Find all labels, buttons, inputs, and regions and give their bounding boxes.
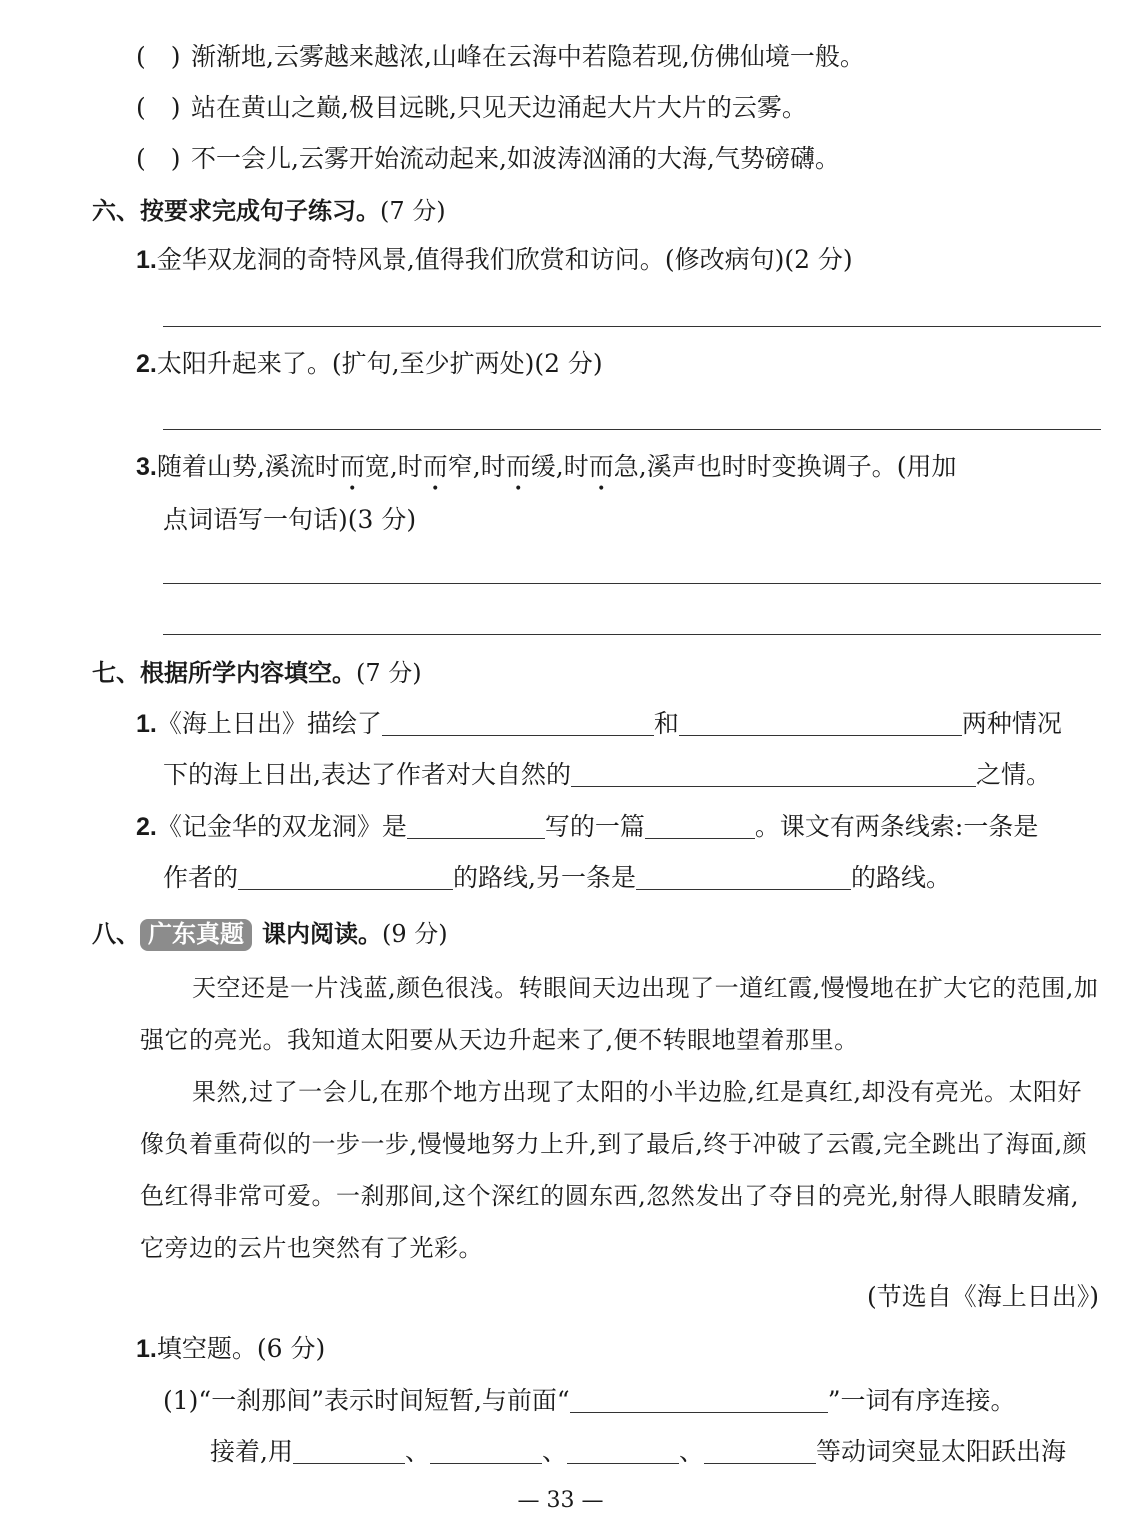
dotted-word: 而 <box>505 452 531 481</box>
order-paren[interactable]: ( ) <box>136 93 181 122</box>
fill-blank[interactable] <box>293 1437 405 1464</box>
order-item <box>136 142 840 176</box>
answer-line[interactable] <box>163 429 1101 430</box>
fill-blank[interactable] <box>570 1386 828 1413</box>
fill-blank[interactable] <box>567 1437 679 1464</box>
question-text: 太阳升起来了。 <box>156 349 332 378</box>
section-title: 六、按要求完成句子练习。 <box>92 198 380 225</box>
question-text: 。课文有两条线索:一条是 <box>754 812 1039 841</box>
section-prefix: 八、 <box>92 921 140 948</box>
question-text: 的路线,另一条是 <box>453 863 636 892</box>
answer-line[interactable] <box>163 326 1101 327</box>
question-text: 之情。 <box>975 760 1051 789</box>
question-8-1-1-cont <box>210 1435 1066 1469</box>
fill-blank[interactable] <box>382 709 654 736</box>
passage-paragraph: 天空还是一片浅蓝,颜色很浅。转眼间天边出现了一道红霞,慢慢地在扩大它的范围,加强它的亮光。我知道太阳要从天边升起来了,便不转眼地望着那里。 <box>140 974 1099 1054</box>
order-paren[interactable]: ( ) <box>136 144 181 173</box>
question-text: 《记金华的双龙洞》是 <box>156 812 407 841</box>
question-score: (6 分) <box>256 1334 326 1363</box>
section-6-heading <box>92 194 446 229</box>
question-text: 金华双龙洞的奇特风景,值得我们欣赏和访问。 <box>156 245 665 274</box>
dotted-word: 而 <box>422 452 448 481</box>
page-number: — 33 — <box>517 1488 604 1513</box>
question-text: 《海上日出》描绘了 <box>156 709 382 738</box>
question-text-part: 缓,时 <box>530 452 589 481</box>
question-7-1 <box>136 707 1062 741</box>
question-6-3 <box>136 450 956 484</box>
question-text: 接着,用 <box>210 1437 293 1466</box>
question-number: 1. <box>136 246 157 274</box>
section-score: (7 分) <box>356 659 422 687</box>
fill-blank[interactable] <box>571 760 976 787</box>
question-text: 两种情况 <box>961 709 1062 738</box>
section-score: (7 分) <box>380 197 446 225</box>
answer-line[interactable] <box>163 583 1101 584</box>
question-6-1 <box>136 243 853 277</box>
separator: 、 <box>678 1437 704 1466</box>
question-text: 作者的 <box>163 863 239 892</box>
fill-blank[interactable] <box>407 812 545 839</box>
order-text: 渐渐地,云雾越来越浓,山峰在云海中若隐若现,仿佛仙境一般。 <box>191 42 865 71</box>
dotted-word: 而 <box>339 452 365 481</box>
question-6-2 <box>136 347 603 381</box>
question-text-part: 窄,时 <box>447 452 506 481</box>
fill-blank[interactable] <box>430 1437 542 1464</box>
question-7-1-cont <box>163 758 1051 792</box>
question-7-2 <box>136 810 1038 844</box>
question-text: 和 <box>653 709 679 738</box>
question-number: 1. <box>136 710 157 738</box>
answer-line[interactable] <box>163 634 1101 635</box>
question-text-part: 急,溪声也时时变换调子。 <box>613 452 897 481</box>
question-7-2-cont <box>163 861 951 895</box>
section-8-heading <box>92 917 448 952</box>
question-text: 填空题。 <box>156 1334 257 1363</box>
order-item <box>136 91 807 125</box>
separator: 、 <box>541 1437 567 1466</box>
separator: 、 <box>404 1437 430 1466</box>
fill-blank[interactable] <box>636 863 851 890</box>
fill-blank[interactable] <box>679 709 962 736</box>
question-number: 2. <box>136 813 157 841</box>
fill-blank[interactable] <box>238 863 453 890</box>
question-8-1 <box>136 1332 325 1366</box>
question-text: ”一词有序连接。 <box>827 1386 1016 1415</box>
dotted-word: 而 <box>588 452 614 481</box>
question-requirement-cont: 点词语写一句话)(3 分) <box>163 505 417 534</box>
order-paren[interactable]: ( ) <box>136 42 181 71</box>
question-number: 1. <box>136 1335 157 1363</box>
question-number: 3. <box>136 453 157 481</box>
question-text-part: 宽,时 <box>364 452 423 481</box>
question-8-1-1 <box>163 1384 1016 1418</box>
fill-blank[interactable] <box>645 812 755 839</box>
section-score: (9 分) <box>382 920 448 948</box>
passage-source: (节选自《海上日出》) <box>866 1282 1099 1311</box>
section-title: 课内阅读。 <box>262 921 382 948</box>
order-text: 不一会儿,云雾开始流动起来,如波涛汹涌的大海,气势磅礴。 <box>191 144 840 173</box>
question-text-part: 随着山势,溪流时 <box>156 452 340 481</box>
question-number: 2. <box>136 350 157 378</box>
order-item <box>136 40 865 74</box>
question-text: 的路线。 <box>850 863 951 892</box>
question-requirement: (扩句,至少扩两处)(2 分) <box>331 349 603 378</box>
passage-paragraph: 果然,过了一会儿,在那个地方出现了太阳的小半边脸,红是真红,却没有亮光。太阳好像负着重荷似的一步一步,慢慢地努力上升,到了最后,终于冲破了云霞,完全跳出了海面,颜色红得非常可爱。一刹那间,这个深红的圆东西,忽然发出了夺目的亮光,射得人眼睛发痛,它旁边的云片也突然有了光彩。 <box>140 1078 1088 1262</box>
question-text: 等动词突显太阳跃出海 <box>816 1437 1067 1466</box>
question-text: 下的海上日出,表达了作者对大自然的 <box>163 760 571 789</box>
source-badge: 广东真题 <box>140 919 252 951</box>
section-7-heading <box>92 656 422 691</box>
fill-blank[interactable] <box>704 1437 816 1464</box>
question-text: (1)“一刹那间”表示时间短暂,与前面“ <box>163 1386 570 1415</box>
section-title: 七、根据所学内容填空。 <box>92 660 356 687</box>
order-text: 站在黄山之巅,极目远眺,只见天边涌起大片大片的云雾。 <box>191 93 807 122</box>
question-requirement: (用加 <box>896 452 957 481</box>
question-requirement: (修改病句)(2 分) <box>664 245 853 274</box>
question-text: 写的一篇 <box>544 812 645 841</box>
